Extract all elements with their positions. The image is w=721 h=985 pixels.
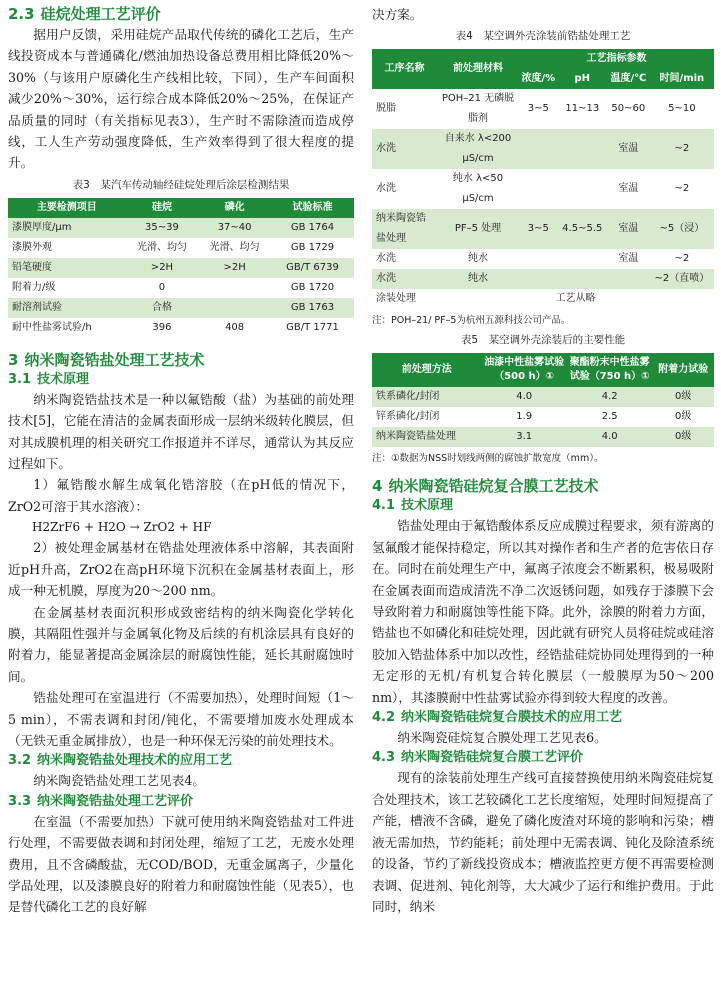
- table-cell: [198, 278, 271, 298]
- table-row: [372, 209, 714, 249]
- table-3-caption: 表3 某汽车传动轴经硅烷处理后涂层检测结果: [72, 178, 290, 191]
- table-cell: 室温: [607, 129, 650, 169]
- section-3-1-step-1: 1）氟锆酸水解生成氧化锆溶胶（在pH低的情况下，ZrO2可溶于其水溶液）：: [8, 477, 354, 514]
- table-4-header-cell: 时间/min: [650, 69, 714, 89]
- table-cell: 纯水 λ<50 μS/cm: [437, 169, 519, 209]
- table-cell: 水洗: [372, 169, 437, 209]
- table-cell: 0: [126, 278, 199, 298]
- table-cell: 纯水: [437, 269, 519, 289]
- section-3-3-paragraph: 在室温（不需要加热）下就可使用纳米陶瓷锆盐对工件进行处理，不需要做表调和封闭处理，缩短了工艺，无废水处理费用，且不含磷酸盐，无COD/BOD，无重金属离子，少量化学品处理，以及漆膜良好的附着力和耐腐蚀性能（见表5），也是替代磷化工艺的良好解: [8, 813, 354, 915]
- table-cell: [607, 269, 650, 289]
- section-3-2-paragraph: 纳米陶瓷锆盐处理工艺见表4。: [33, 773, 205, 789]
- table-cell: 4.2: [567, 387, 653, 407]
- table-5: [372, 353, 714, 447]
- section-3-1-paragraph: 在金属基材表面沉积形成致密结构的纳米陶瓷化学转化膜，其隔阻性强并与金属氧化物及后续的有机涂层具有良好的附着力，能显著提高金属涂层的耐腐蚀性能，延长其耐腐蚀时间。: [8, 604, 354, 684]
- section-3-1-step-2: 2）被处理金属基材在锆盐处理液体系中溶解，其表面附近pH升高，ZrO2在高pH环境下沉积在金属基材表面上，形成一种无机膜，厚度为20～200 nm。: [8, 540, 354, 599]
- table-cell: [558, 129, 607, 169]
- table-row: [8, 298, 354, 318]
- table-row: [372, 269, 714, 289]
- table-cell: [558, 269, 607, 289]
- table-cell: 耐溶剂试验: [8, 298, 126, 318]
- table-cell: 室温: [607, 209, 650, 249]
- right-column: [372, 4, 714, 917]
- table-cell: 3~5: [519, 89, 558, 129]
- table-cell: ~2: [650, 249, 714, 269]
- table-cell: 3~5: [519, 209, 558, 249]
- section-4-1-paragraph: 锆盐处理由于氟锆酸体系反应成膜过程要求，须有游离的氢氟酸才能保持稳定，所以其对操作者和生产者的危害依日存在。同时在前处理生产中，氟离子浓度会不断累积，极易吸附在金属表面而造成清洗不净二次返锈问题，如残存于漆膜下会导致附着力和耐腐蚀等性能下降。此外，涂膜的附着力方面，锆盐也不如磷化和硅烷处理，因此就有研究人员将硅烷或硅溶胶加入锆盐体系中加以改性，经锆盐硅烷协同处理得到的一种无定形的无机/有机复合转化膜层（一般膜厚为50～200 nm），其漆膜耐中性盐雾试验亦得到较大程度的改善。: [372, 518, 714, 705]
- reaction-equation: H2ZrF6 + H2O → ZrO2 + HF: [32, 520, 212, 535]
- table-cell: 0级: [652, 407, 714, 427]
- table-cell: 5~10: [650, 89, 714, 129]
- table-cell: [558, 249, 607, 269]
- table-4-header-group: 工艺指标参数: [519, 49, 714, 69]
- table-5-note: 注：①数据为NSS时划线两侧的腐蚀扩散宽度（mm）。: [372, 453, 604, 465]
- table-row: [372, 89, 714, 129]
- table-row: [372, 169, 714, 209]
- table-cell: 室温: [607, 249, 650, 269]
- table-row: [372, 129, 714, 169]
- table-row: [8, 318, 354, 338]
- table-3-header-cell: 主要检测项目: [8, 198, 126, 218]
- table-cell: 408: [198, 318, 271, 338]
- section-3-1-paragraph: 锆盐处理可在室温进行（不需要加热），处理时间短（1～5 min），不需表调和封闭/钝化，不需要增加废水处理成本（无铁无重金属排放），也是一种环保无污染的前处理技术。: [8, 690, 354, 748]
- table-cell: GB 1729: [271, 238, 354, 258]
- section-3-1-heading: 3.1 技术原理: [8, 371, 90, 387]
- table-cell: 4.0: [481, 387, 567, 407]
- table-4-header-row: [372, 49, 714, 69]
- table-5-caption: 表5 某空调外壳涂装后的主要性能: [460, 334, 626, 347]
- table-5-header-row: [372, 353, 714, 387]
- table-cell: 水洗: [372, 249, 437, 269]
- table-4-note: 注：POH–21/ PF–5为杭州五源科技公司产品。: [372, 315, 571, 327]
- table-cell: 脱脂: [372, 89, 437, 129]
- table-row: [372, 427, 714, 447]
- table-cell: GB 1763: [271, 298, 354, 318]
- table-cell: GB 1720: [271, 278, 354, 298]
- table-cell: 水洗: [372, 269, 437, 289]
- table-5-header-cell: 聚酯粉末中性盐雾试验（750 h）①: [567, 353, 653, 387]
- table-5-header-cell: 前处理方法: [372, 353, 481, 387]
- table-cell: 4.0: [567, 427, 653, 447]
- table-4-header-cell: pH: [558, 69, 607, 89]
- table-cell: 1.9: [481, 407, 567, 427]
- table-cell: 0级: [652, 427, 714, 447]
- table-row: [372, 289, 714, 309]
- table-cell: GB/T 6739: [271, 258, 354, 278]
- table-3-header-cell: 试验标准: [271, 198, 354, 218]
- table-cell: 3.1: [481, 427, 567, 447]
- table-cell: 纳米陶瓷锆盐处理: [372, 427, 481, 447]
- table-cell: 纯水: [437, 249, 519, 269]
- table-3: [8, 198, 354, 338]
- section-4-3-heading: 4.3 纳米陶瓷锆硅烷复合膜工艺评价: [372, 750, 584, 766]
- table-5-header-cell: 附着力试验: [652, 353, 714, 387]
- table-cell: 室温: [607, 169, 650, 209]
- table-cell: [519, 249, 558, 269]
- table-cell: 耐中性盐雾试验/h: [8, 318, 126, 338]
- table-cell: 4.5~5.5: [558, 209, 607, 249]
- table-4: [372, 49, 714, 309]
- table-row: [372, 249, 714, 269]
- table-cell: 396: [126, 318, 199, 338]
- section-3-2-heading: 3.2 纳米陶瓷锆盐处理技术的应用工艺: [8, 753, 233, 769]
- table-3-header-cell: 硅烷: [126, 198, 199, 218]
- table-row: [8, 278, 354, 298]
- table-cell: 铅笔硬度: [8, 258, 126, 278]
- table-cell: ~2: [650, 169, 714, 209]
- table-cell: 铁系磷化/封闭: [372, 387, 481, 407]
- table-3-header-row: [8, 198, 354, 218]
- table-4-header-cell: 浓度/%: [519, 69, 558, 89]
- table-cell: [198, 298, 271, 318]
- table-cell: 自来水 λ<200 μS/cm: [437, 129, 519, 169]
- table-cell: ~2（直喷）: [650, 269, 714, 289]
- table-cell: [519, 269, 558, 289]
- section-4-3-paragraph: 现有的涂装前处理生产线可直接替换使用纳米陶瓷硅烷复合处理技术，该工艺较磷化工艺长度缩短，处理时间短提高了产能，槽液不含磷，避免了磷化废渣对环境的影响和污染；槽液无需加热，节约能耗；前处理中无需表调、钝化及除渣系统的设备，节约了新线投资成本；槽液监控更方便不再需要检测表调、促进剂、钝化剂等，大大减少了运行和维护费用。于此同时，纳米: [372, 770, 714, 914]
- table-cell: [519, 169, 558, 209]
- table-row: [372, 387, 714, 407]
- section-4-2-paragraph: 纳米陶瓷硅烷复合膜处理工艺见表6。: [397, 730, 607, 746]
- table-cell: 2.5: [567, 407, 653, 427]
- section-4-2-heading: 4.2 纳米陶瓷锆硅烷复合膜技术的应用工艺: [372, 710, 623, 726]
- table-5-header-cell: 油漆中性盐雾试验（500 h）①: [481, 353, 567, 387]
- table-cell: 合格: [126, 298, 199, 318]
- table-row: [372, 407, 714, 427]
- table-cell: 35~39: [126, 218, 199, 238]
- table-cell: PF–5 处理: [437, 209, 519, 249]
- table-row: [8, 218, 354, 238]
- table-cell: GB/T 1771: [271, 318, 354, 338]
- section-2-3-paragraph: 据用户反馈，采用硅烷产品取代传统的磷化工艺后，生产线投资成本与普通磷化/燃油加热设备总费用相比降低20%～30%（与该用户原磷化生产线相比较，下同），生产车间面积减少20%～30%，运行综合成本降低20%～25%，在保证产品质量的同时（有关指标见表3），生产时不需除渣而造成停线，工人生产劳动强度降低，生产效率得到了很大程度的提升。: [8, 27, 354, 171]
- table-cell: 漆膜外观: [8, 238, 126, 258]
- table-cell: 涂装处理: [372, 289, 437, 309]
- table-4-header-cell: 前处理材料: [437, 49, 519, 89]
- table-cell: 水洗: [372, 129, 437, 169]
- section-4-heading: 4 纳米陶瓷锆硅烷复合膜工艺技术: [372, 477, 599, 496]
- table-cell: 0级: [652, 387, 714, 407]
- table-cell: 11~13: [558, 89, 607, 129]
- table-cell: 37~40: [198, 218, 271, 238]
- section-3-3-heading: 3.3 纳米陶瓷锆盐处理工艺评价: [8, 793, 194, 809]
- table-cell: [558, 169, 607, 209]
- table-3-header-cell: 磷化: [198, 198, 271, 218]
- section-4-1-heading: 4.1 技术原理: [372, 498, 454, 514]
- table-cell: >2H: [198, 258, 271, 278]
- table-cell: 光滑、均匀: [126, 238, 199, 258]
- left-column: [8, 4, 354, 918]
- table-cell: ~2: [650, 129, 714, 169]
- continued-paragraph: 决方案。: [372, 7, 423, 22]
- table-cell: [519, 129, 558, 169]
- table-cell: 纳米陶瓷锆盐处理: [372, 209, 437, 249]
- section-3-heading: 3 纳米陶瓷锆盐处理工艺技术: [8, 350, 205, 369]
- table-cell: ~5（浸）: [650, 209, 714, 249]
- table-4-header-cell: 工序名称: [372, 49, 437, 89]
- table-cell: >2H: [126, 258, 199, 278]
- table-cell: 光滑、均匀: [198, 238, 271, 258]
- table-cell: 漆膜厚度/μm: [8, 218, 126, 238]
- table-cell: 锌系磷化/封闭: [372, 407, 481, 427]
- table-4-caption: 表4 某空调外壳涂装前锆盐处理工艺: [455, 30, 631, 43]
- table-cell: POH–21 无磷脱脂剂: [437, 89, 519, 129]
- table-cell: 工艺从略: [437, 289, 714, 309]
- table-cell: 附着力/级: [8, 278, 126, 298]
- table-cell: 50~60: [607, 89, 650, 129]
- section-3-1-paragraph: 纳米陶瓷锆盐技术是一种以氟锆酸（盐）为基础的前处理技术[5]，它能在清洁的金属表面形成一层纳米级转化膜层，但对其成膜机理的相关研究工作报道并不详尽，通常认为其反应过程如下。: [8, 391, 354, 472]
- table-row: [8, 258, 354, 278]
- table-cell: GB 1764: [271, 218, 354, 238]
- table-row: [8, 238, 354, 258]
- section-2-3-heading: 2.3 硅烷处理工艺评价: [8, 5, 161, 23]
- table-4-header-cell: 温度/℃: [607, 69, 650, 89]
